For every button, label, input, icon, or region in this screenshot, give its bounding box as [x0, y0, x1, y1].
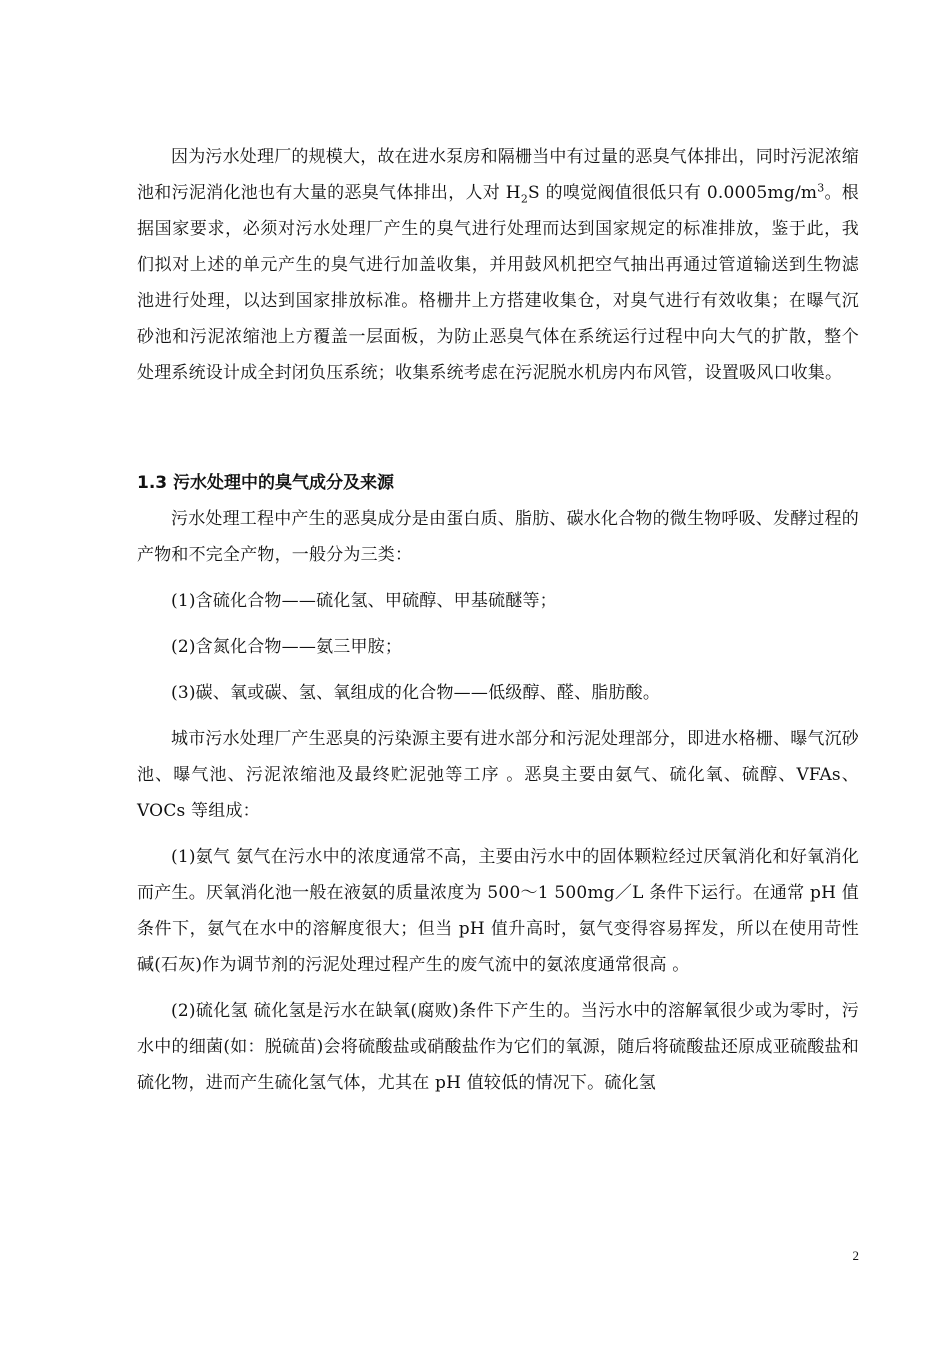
intro-text-b: 的嗅觉阀值很低只有 0.0005mg/m — [539, 183, 818, 203]
h2s-h: H — [505, 183, 521, 203]
h2s-paragraph: (2)硫化氢 硫化氢是污水在缺氧(腐败)条件下产生的。当污水中的溶解氧很少或为零时，污水中的细菌(如：脱硫苗)会将硫酸盐或硝酸盐作为它们的氧源，随后将硫酸盐还原成亚硫酸盐和硫化物，进而产生硫化氢气体，尤其在 pH 值较低的情况下。硫化氢 — [137, 1001, 859, 1093]
list-item: (3)碳、氧或碳、氢、氧组成的化合物——低级醇、醛、脂肪酸。 — [171, 683, 661, 703]
intro-paragraph — [137, 139, 859, 391]
section-heading: 1.3 污水处理中的臭气成分及来源 — [137, 473, 395, 493]
section-spacer — [137, 391, 859, 465]
list-item: (1)含硫化合物——硫化氢、甲硫醇、甲基硫醚等； — [171, 591, 557, 611]
ammonia-paragraph: (1)氨气 氨气在污水中的浓度通常不高，主要由污水中的固体颗粒经过厌氧消化和好氧消化而产生。厌氧消化池一般在液氨的质量浓度为 500～1 500mg／L 条件下运行。在通常 pH 值条件下，氨气在水中的溶解度很大；但当 pH 值升高时，氨气变得容易挥发，所以在使用苛性碱(石灰)作为调节剂的污泥处理过程产生的废气流中的氨浓度通常很高 。 — [137, 847, 859, 975]
page-content — [137, 139, 859, 1101]
spacer — [137, 573, 859, 583]
spacer — [137, 619, 859, 629]
page-number: 2 — [852, 1248, 859, 1263]
intro-text-a: 因为污水处理厂的规模大，故在进水泵房和隔栅当中有过量的恶臭气体排出，同时污泥浓缩池和污泥消化池也有大量的恶臭气体排出，人对 — [137, 147, 859, 203]
list-item: (2)含氮化合物——氨三甲胺； — [171, 637, 403, 657]
h2s-subscript: 2 — [520, 192, 529, 206]
spacer — [137, 711, 859, 721]
h2s-s: S — [528, 183, 540, 203]
sources-paragraph: 城市污水处理厂产生恶臭的污染源主要有进水部分和污泥处理部分，即进水格栅、曝气沉砂池、曝气池、污泥浓缩池及最终贮泥弛等工序 。恶臭主要由氨气、硫化氧、硫醇、VFAs、VOCs 等组成： — [137, 729, 859, 821]
components-paragraph: 污水处理工程中产生的恶臭成分是由蛋白质、脂肪、碳水化合物的微生物呼吸、发酵过程的产物和不完全产物，一般分为三类： — [137, 509, 859, 565]
spacer — [137, 983, 859, 993]
intro-text-c: 。根据国家要求，必须对污水处理厂产生的臭气进行处理而达到国家规定的标准排放，鉴于此，我们拟对上述的单元产生的臭气进行加盖收集，并用鼓风机把空气抽出再通过管道输送到生物滤池进行处理，以达到国家排放标准。格栅井上方搭建收集仓，对臭气进行有效收集；在曝气沉砂池和污泥浓缩池上方覆盖一层面板，为防止恶臭气体在系统运行过程中向大气的扩散，整个处理系统设计成全封闭负压系统；收集系统考虑在污泥脱水机房内布风管，设置吸风口收集。 — [137, 183, 859, 383]
spacer — [137, 829, 859, 839]
unit-superscript: 3 — [817, 181, 825, 195]
spacer — [137, 665, 859, 675]
